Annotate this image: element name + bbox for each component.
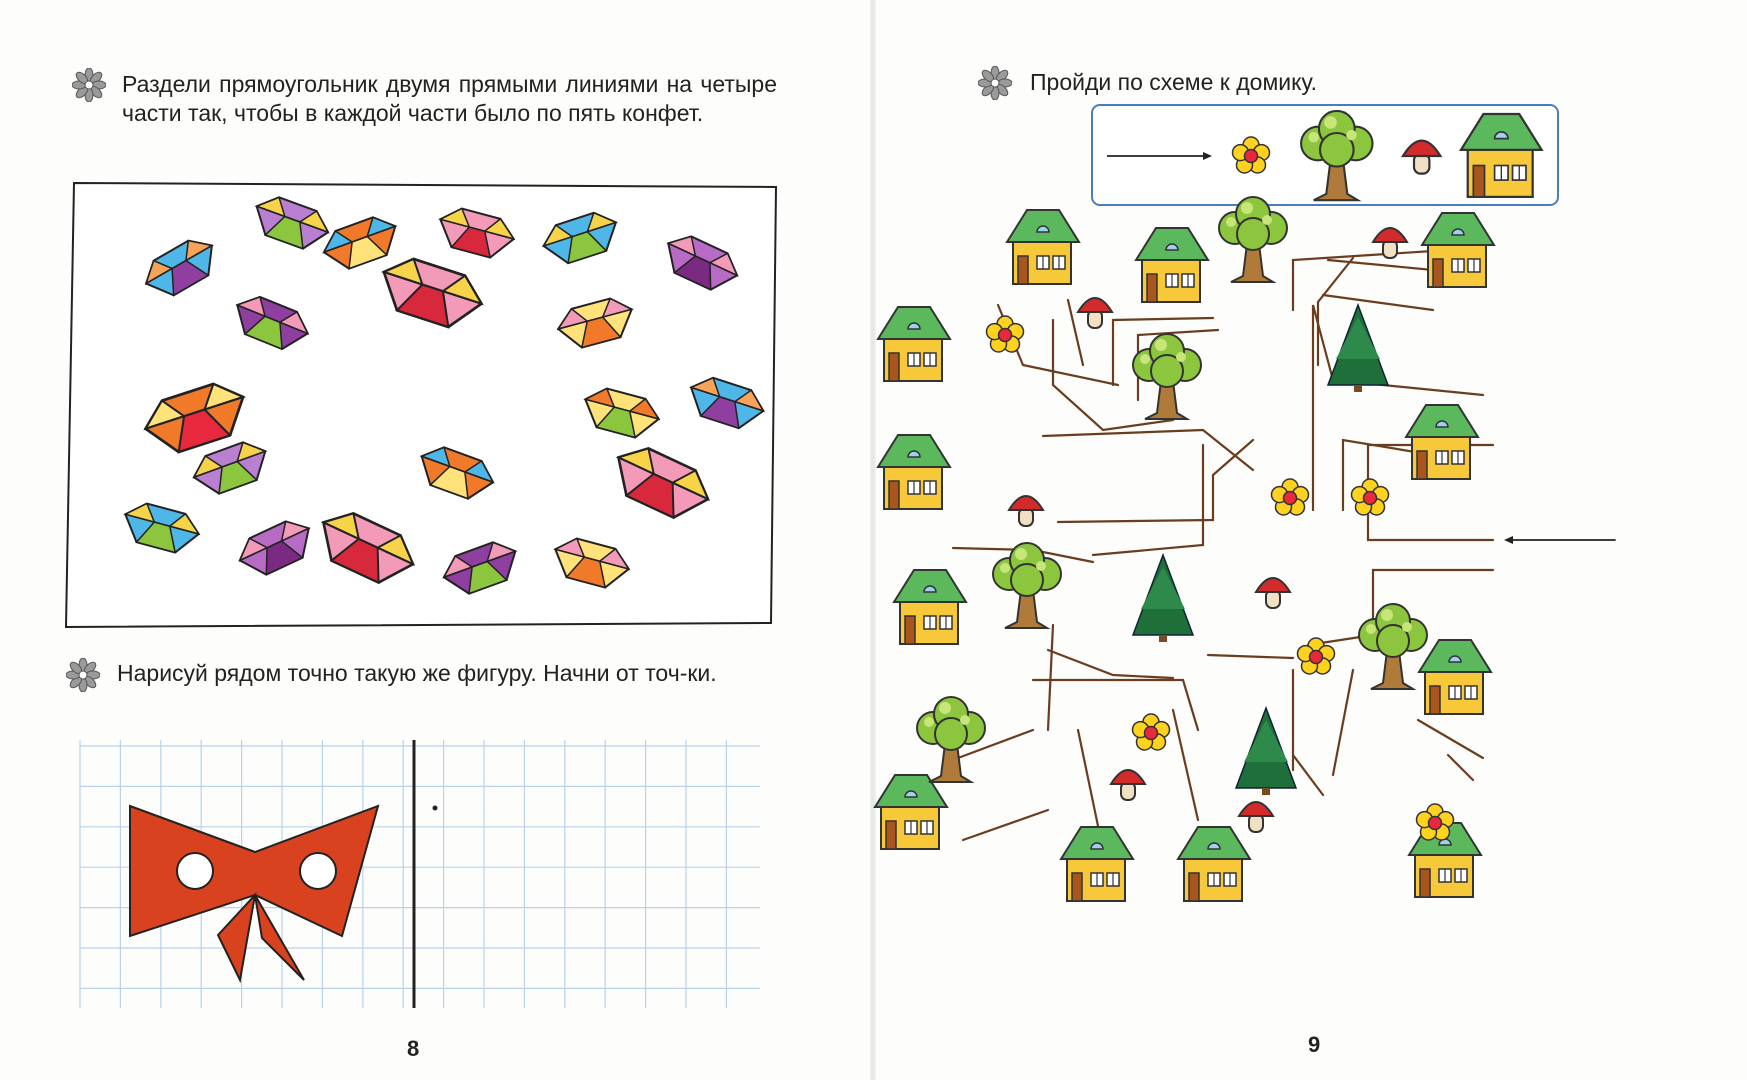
flower-icon — [1272, 479, 1309, 515]
house-icon — [894, 570, 966, 644]
flower-icon — [1352, 479, 1389, 515]
mushroom-icon — [1009, 496, 1043, 526]
task-2-text: Нарисуй рядом точно такую же фигуру. Начни от точ-ки. — [117, 660, 717, 686]
flower-icon — [1298, 638, 1335, 674]
page-number-right: 9 — [1308, 1032, 1321, 1057]
route-scheme — [1091, 104, 1561, 208]
task-1-text: Раздели прямоугольник двумя прямыми линиями на четыре части так, чтобы в каждой части было по пять конфет. — [122, 71, 777, 126]
page-number-left: 8 — [407, 1036, 420, 1061]
flower-icon — [1133, 714, 1170, 750]
maze-map[interactable] — [873, 210, 1747, 1030]
house-icon — [878, 307, 950, 381]
bow-figure — [130, 806, 378, 980]
house-icon — [1406, 405, 1478, 479]
mushroom-icon — [1239, 802, 1273, 832]
page-left — [0, 0, 873, 1080]
start-dot[interactable] — [433, 806, 438, 811]
house-icon — [1061, 827, 1133, 901]
oak-tree-icon — [1133, 334, 1201, 419]
mushroom-icon — [1078, 298, 1112, 328]
grid-drawing-area[interactable] — [80, 740, 760, 1010]
flower-icon — [987, 316, 1024, 352]
house-icon — [1178, 827, 1250, 901]
task-3-text: Пройди по схеме к домику. — [1030, 69, 1318, 95]
fir-tree-icon — [1328, 305, 1388, 392]
oak-tree-icon — [993, 543, 1061, 628]
fir-tree-icon — [1236, 708, 1296, 795]
oak-tree-icon — [917, 697, 985, 782]
house-icon — [875, 775, 947, 849]
flower-bullet-icon — [978, 66, 1012, 100]
house-icon — [1007, 210, 1079, 284]
page-right — [873, 0, 1747, 1080]
candy-rectangle — [66, 183, 776, 627]
fir-tree-icon — [1133, 555, 1193, 642]
oak-tree-icon — [1359, 604, 1427, 689]
flower-bullet-icon — [72, 68, 106, 102]
house-icon — [878, 435, 950, 509]
mushroom-icon — [1256, 578, 1290, 608]
oak-tree-icon — [1219, 197, 1287, 282]
flower-bullet-icon — [66, 658, 100, 692]
flower-icon — [1417, 804, 1454, 840]
mushroom-icon — [1111, 770, 1145, 800]
house-icon — [1419, 640, 1491, 714]
house-icon — [1422, 213, 1494, 287]
house-icon — [1136, 228, 1208, 302]
